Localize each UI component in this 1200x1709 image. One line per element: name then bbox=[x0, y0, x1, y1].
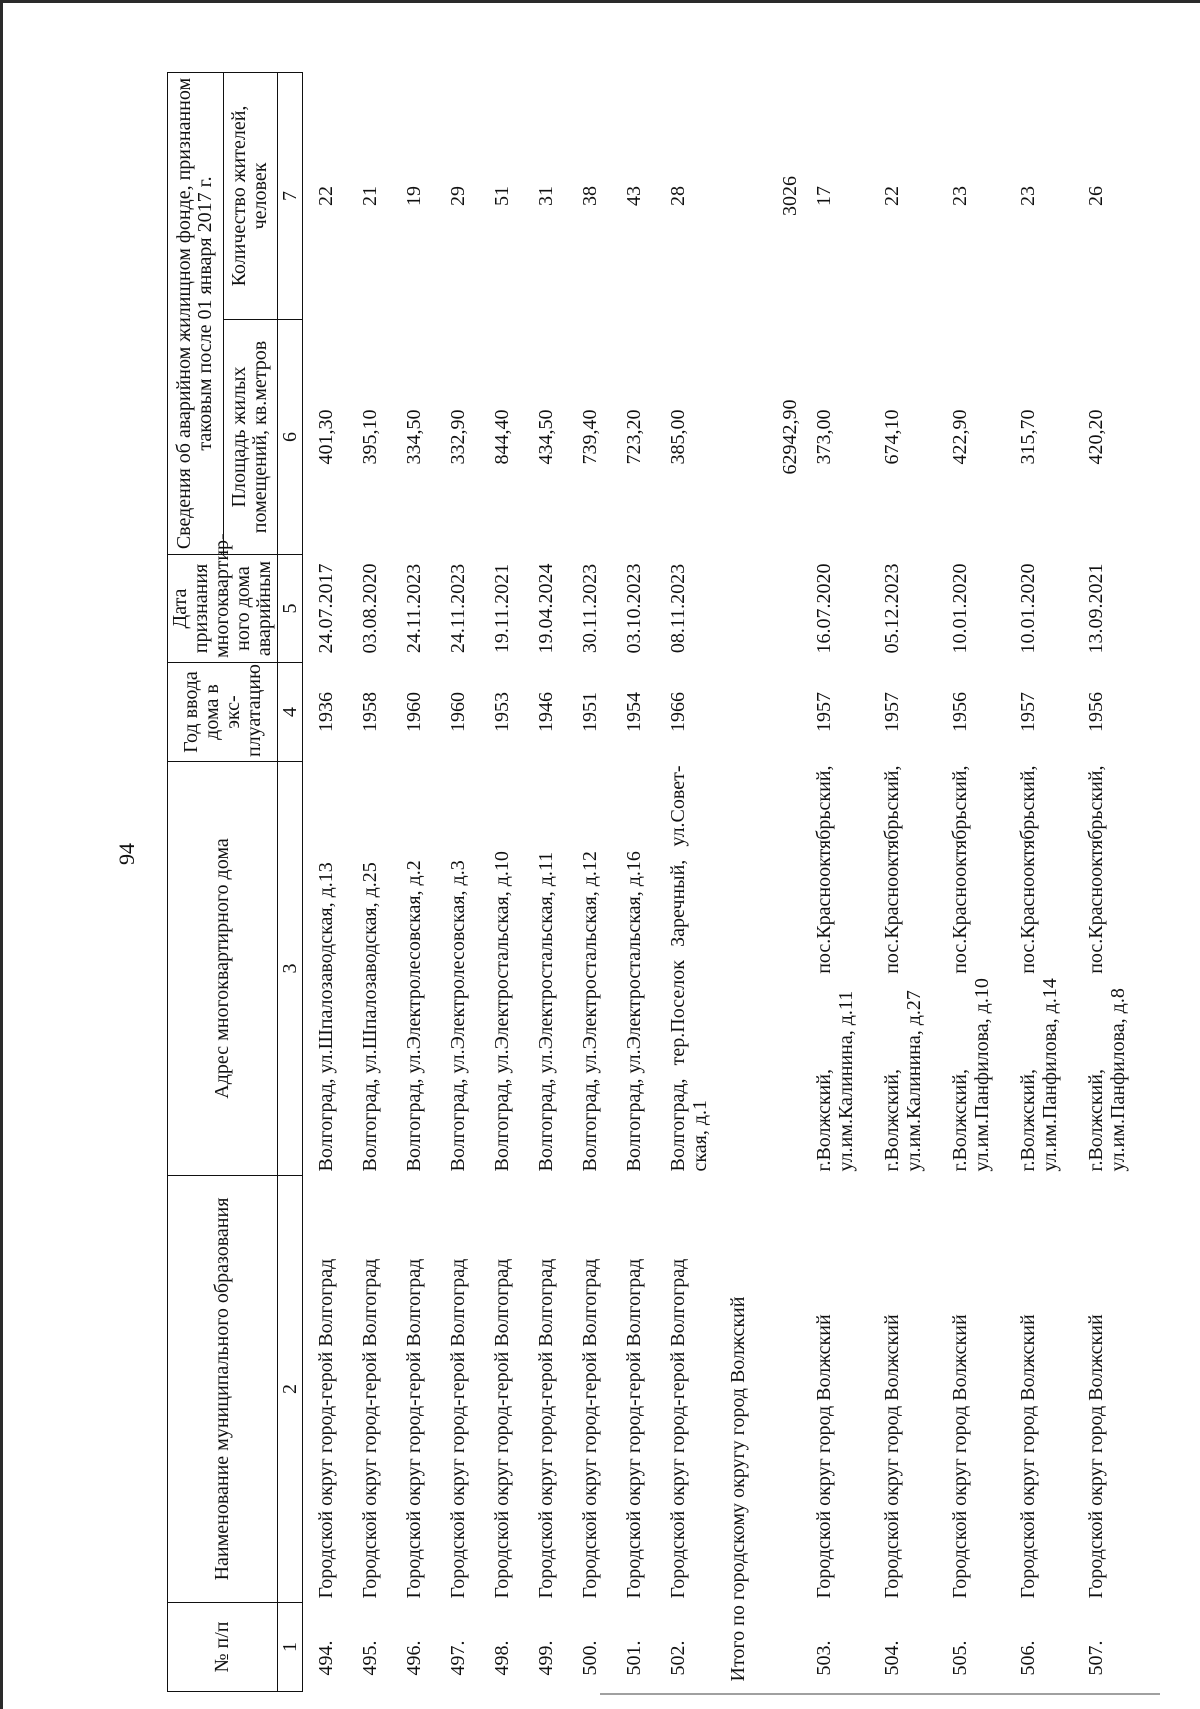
row-municipality: Городской округ город-герой Волгоград bbox=[578, 1258, 601, 1599]
scan-artifact-line bbox=[600, 1693, 1160, 1695]
row-address: Волгоград, ул.Электростальская, д.12 bbox=[578, 851, 601, 1172]
row-num: 499. bbox=[534, 1640, 557, 1676]
row-residents: 26 bbox=[1084, 186, 1107, 206]
row-year: 1958 bbox=[358, 692, 381, 732]
table-row bbox=[567, 72, 611, 1691]
row-address: Волгоград, ул.Шпалозаводская, д.13 bbox=[315, 862, 337, 1172]
row-municipality: Городской округ город-герой Волгоград bbox=[666, 1258, 689, 1599]
page-number: 94 bbox=[114, 843, 139, 865]
row-area: 422,90 bbox=[948, 409, 971, 465]
row-year: 1951 bbox=[578, 692, 601, 732]
row-num: 494. bbox=[315, 1640, 337, 1676]
row-date: 24.07.2017 bbox=[315, 563, 337, 654]
row-area: 674,10 bbox=[880, 409, 903, 465]
table-row bbox=[303, 72, 347, 1691]
row-municipality: Городской округ город Волжский bbox=[880, 1314, 903, 1599]
column-number: 7 bbox=[278, 72, 303, 319]
header-group: Сведения об аварийном жилищном фонде, признанном таковым после 01 января 2017 г. bbox=[168, 72, 224, 554]
row-date: 10.01.2020 bbox=[1016, 563, 1039, 654]
scan-edge-top bbox=[0, 0, 1200, 3]
row-municipality: Городской округ город-герой Волгоград bbox=[402, 1258, 425, 1599]
row-area: 385,00 bbox=[666, 409, 689, 465]
table-row bbox=[1073, 72, 1141, 1691]
table-row bbox=[347, 72, 391, 1691]
row-year: 1966 bbox=[666, 692, 689, 732]
row-year: 1956 bbox=[948, 692, 971, 732]
row-area: 739,40 bbox=[578, 409, 601, 465]
row-date: 16.07.2020 bbox=[812, 563, 835, 654]
row-year: 1960 bbox=[446, 692, 469, 732]
total-residents: 3026 bbox=[778, 176, 801, 216]
header-address: Адрес многоквартирного дома bbox=[168, 762, 278, 1176]
table-row bbox=[655, 72, 715, 1691]
row-date: 03.10.2023 bbox=[622, 563, 645, 654]
table-row bbox=[801, 72, 869, 1691]
table-row bbox=[937, 72, 1005, 1691]
header-year: Год ввода дома в экс-плуатацию bbox=[168, 663, 278, 762]
row-num: 497. bbox=[446, 1640, 469, 1676]
row-year: 1960 bbox=[402, 692, 425, 732]
row-num: 502. bbox=[666, 1640, 689, 1676]
row-area: 334,50 bbox=[402, 409, 425, 465]
row-area: 434,50 bbox=[534, 409, 557, 465]
row-num: 507. bbox=[1084, 1640, 1107, 1676]
column-number: 3 bbox=[278, 762, 303, 1176]
row-residents: 19 bbox=[402, 186, 425, 206]
table-row bbox=[391, 72, 435, 1691]
row-date: 24.11.2023 bbox=[402, 563, 425, 654]
scan-edge-left bbox=[0, 0, 3, 1709]
row-area: 395,10 bbox=[358, 409, 381, 465]
header-area: Площадь жилых помещений, кв.метров bbox=[223, 320, 277, 555]
row-date: 13.09.2021 bbox=[1084, 563, 1107, 654]
row-date: 05.12.2023 bbox=[880, 563, 903, 654]
row-year: 1957 bbox=[1016, 692, 1039, 732]
row-date: 19.11.2021 bbox=[490, 563, 513, 654]
header-residents: Количество жителей, человек bbox=[223, 72, 277, 319]
row-year: 1956 bbox=[1084, 692, 1107, 732]
row-num: 496. bbox=[402, 1640, 425, 1676]
row-num: 501. bbox=[622, 1640, 645, 1676]
row-date: 24.11.2023 bbox=[446, 563, 469, 654]
row-address: г.Волжский, пос.Краснооктябрьский, ул.им.Панфилова, д.14 bbox=[1016, 765, 1061, 1172]
row-date: 10.01.2020 bbox=[948, 563, 971, 654]
row-address: г.Волжский, пос.Краснооктябрьский, ул.им.Панфилова, д.10 bbox=[948, 765, 993, 1172]
row-num: 506. bbox=[1016, 1640, 1039, 1676]
total-area: 62942,90 bbox=[778, 399, 801, 475]
row-date: 30.11.2023 bbox=[578, 563, 601, 654]
row-year: 1953 bbox=[490, 692, 513, 732]
row-address: Волгоград, ул.Электролесовская, д.3 bbox=[446, 860, 469, 1172]
row-residents: 31 bbox=[534, 186, 557, 206]
row-address: Волгоград, ул.Электростальская, д.16 bbox=[622, 851, 645, 1172]
table-row bbox=[869, 72, 937, 1691]
row-num: 503. bbox=[812, 1640, 835, 1676]
row-date: 19.04.2024 bbox=[534, 563, 557, 654]
column-number: 5 bbox=[278, 555, 303, 663]
table-row bbox=[1005, 72, 1073, 1691]
header-date: Дата признания многоквартир-ного дома аварийным bbox=[168, 555, 278, 663]
row-area: 401,30 bbox=[315, 409, 337, 465]
emergency-housing-table bbox=[167, 72, 1141, 1692]
row-residents: 29 bbox=[446, 186, 469, 206]
row-date: 03.08.2020 bbox=[358, 563, 381, 654]
total-row bbox=[715, 72, 801, 1691]
row-area: 373,00 bbox=[812, 409, 835, 465]
row-address: Волгоград, ул.Электростальская, д.11 bbox=[534, 851, 557, 1172]
column-number: 1 bbox=[278, 1603, 303, 1692]
column-number: 2 bbox=[278, 1176, 303, 1603]
table-row bbox=[479, 72, 523, 1691]
table-row bbox=[435, 72, 479, 1691]
table-row bbox=[611, 72, 655, 1691]
row-residents: 51 bbox=[490, 186, 513, 206]
total-label: Итого по городскому округу город Волжский bbox=[726, 1296, 749, 1682]
row-num: 500. bbox=[578, 1640, 601, 1676]
row-address: г.Волжский, пос.Краснооктябрьский, ул.им.Калинина, д.27 bbox=[880, 765, 925, 1172]
row-area: 844,40 bbox=[490, 409, 513, 465]
row-address: г.Волжский, пос.Краснооктябрьский, ул.им.Калинина, д.11 bbox=[812, 765, 857, 1172]
row-municipality: Городской округ город-герой Волгоград bbox=[446, 1258, 469, 1599]
row-municipality: Городской округ город-герой Волгоград bbox=[534, 1258, 557, 1599]
row-year: 1957 bbox=[880, 692, 903, 732]
row-address: Волгоград, ул.Шпалозаводская, д.25 bbox=[358, 862, 381, 1172]
row-residents: 21 bbox=[358, 186, 381, 206]
header-municipality: Наименование муниципального образования bbox=[168, 1176, 278, 1603]
row-residents: 23 bbox=[1016, 186, 1039, 206]
row-area: 723,20 bbox=[622, 409, 645, 465]
row-date: 08.11.2023 bbox=[666, 563, 689, 654]
row-area: 315,70 bbox=[1016, 409, 1039, 465]
row-address: Волгоград, ул.Электростальская, д.10 bbox=[490, 851, 513, 1172]
row-municipality: Городской округ город-герой Волгоград bbox=[315, 1258, 337, 1599]
row-address: Волгоград, ул.Электролесовская, д.2 bbox=[402, 860, 425, 1172]
column-number: 6 bbox=[278, 320, 303, 555]
row-municipality: Городской округ город-герой Волгоград bbox=[622, 1258, 645, 1599]
row-num: 495. bbox=[358, 1640, 381, 1676]
row-municipality: Городской округ город-герой Волгоград bbox=[358, 1258, 381, 1599]
row-address: г.Волжский, пос.Краснооктябрьский, ул.им.Панфилова, д.8 bbox=[1084, 765, 1129, 1172]
rotated-table-frame bbox=[167, 73, 1129, 1692]
header-num: № п/п bbox=[168, 1603, 278, 1692]
row-address: Волгоград, тер.Поселок Заречный, ул.Совет-ская, д.1 bbox=[666, 765, 711, 1172]
row-municipality: Городской округ город Волжский bbox=[1084, 1314, 1107, 1599]
row-num: 505. bbox=[948, 1640, 971, 1676]
row-num: 504. bbox=[880, 1640, 903, 1676]
row-residents: 28 bbox=[666, 186, 689, 206]
row-municipality: Городской округ город Волжский bbox=[948, 1314, 971, 1599]
row-num: 498. bbox=[490, 1640, 513, 1676]
row-area: 420,20 bbox=[1084, 409, 1107, 465]
row-residents: 43 bbox=[622, 186, 645, 206]
row-municipality: Городской округ город Волжский bbox=[1016, 1314, 1039, 1599]
row-year: 1954 bbox=[622, 692, 645, 732]
column-number: 4 bbox=[278, 663, 303, 762]
row-municipality: Городской округ город-герой Волгоград bbox=[490, 1258, 513, 1599]
row-year: 1946 bbox=[534, 692, 557, 732]
row-municipality: Городской округ город Волжский bbox=[812, 1314, 835, 1599]
row-year: 1957 bbox=[812, 692, 835, 732]
row-residents: 38 bbox=[578, 186, 601, 206]
row-residents: 22 bbox=[315, 186, 337, 206]
row-year: 1936 bbox=[315, 692, 337, 732]
row-area: 332,90 bbox=[446, 409, 469, 465]
row-residents: 22 bbox=[880, 186, 903, 206]
row-residents: 17 bbox=[812, 186, 835, 206]
table-row bbox=[523, 72, 567, 1691]
row-residents: 23 bbox=[948, 186, 971, 206]
